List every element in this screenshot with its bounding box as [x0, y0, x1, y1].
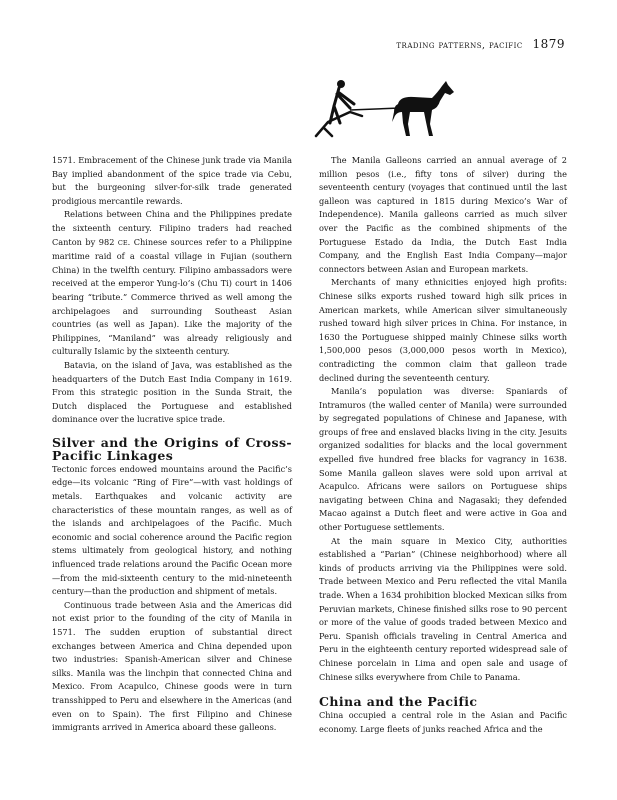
paragraph: 1571. Embracement of the Chinese junk trade via Manila Bay implied abandonment of the spice trade via Cebu, but the burgeoning silver-for-silk trade generated prodigious mercantile rewards. [52, 155, 292, 206]
left-column [52, 154, 292, 735]
running-header [396, 37, 565, 51]
text-run: . Chinese sources refer to a Philippine maritime raid of a coastal village in Fujian (southern China) in the twelfth century. Filipino ambassadors were received at the emperor Yung-lo’s (Chu Ti) court in 1406 bearing “tribute.” Commerce thrived as well among the archipelagoes and surrounding Southeast Asian countries (as well as Japan). Like the majority of the Philippines, “Maniland” was already religiously and culturally Islamic by the sixteenth century. [52, 236, 292, 357]
era-abbreviation: CE [117, 238, 128, 247]
paragraph: Merchants of many ethnicities enjoyed high profits: Chinese silks exports rushed toward high silk prices in American markets, while American silver simultaneously rushed toward high silver prices in China. For instance, in 1630 the Portuguese shipped mainly Chinese silks worth 1,500,000 pesos (3,000,000 pesos worth in Mexico), contradicting the common claim that galleon trade declined during the seventeenth century. [319, 277, 567, 383]
section-heading: Silver and the Origins of Cross-Pacific Linkages [52, 434, 292, 463]
paragraph: Batavia, on the island of Java, was established as the headquarters of the Dutch East India Company in 1619. From this strategic position in the Sunda Strait, the Dutch displaced the Portuguese and established dominance over the lucrative spice trade. [52, 359, 292, 425]
paragraph: Tectonic forces endowed mountains around the Pacific’s edge—its volcanic “Ring of Fire”—with vast holdings of metals. Earthquakes and volcanic activity are characteristics of these mountain ranges, as well as of the islands and archipelagoes of the Pacific. Much economic and social coherence around the Pacific region stems ultimately from geological history, and nothing influenced trade relations around the Pacific Ocean more—from the mid-sixteenth century to the mid-nineteenth century—than the production and shipment of metals. [52, 463, 292, 597]
paragraph [52, 208, 292, 359]
paragraph: China occupied a central role in the Asian and Pacific economy. Large fleets of junks reached Africa and the [319, 710, 567, 734]
text-run: Relations between China and the Philippines predate the sixteenth century. Filipino traders had reached Canton by 982 [52, 209, 292, 247]
harness-line [350, 108, 400, 110]
horse [392, 81, 454, 136]
right-column [319, 154, 567, 736]
paragraph: Manila’s population was diverse: Spaniards of Intramuros (the walled center of Manila) were surrounded by segregated populations of Chinese and Japanese, with groups of free and enslaved blacks living in the city. Jesuits organized sodalities for blacks and the local government expelled five hundred free blacks for vagrancy in 1638. Some Manila galleon slaves were sold upon arrival at Acapulco. Africans were sailors on Portuguese ships navigating between China and Nagasaki; they defended Macao against a Dutch fleet and were active in Goa and other Portuguese settlements. [319, 386, 567, 533]
paragraph: The Manila Galleons carried an annual average of 2 million pesos (i.e., fifty tons of silver) during the seventeenth century (voyages that continued until the last galleon was captured in 1815 during Mexico’s War of Independence). Manila galleons carried as much silver over the Pacific as the combined shipments of the Portuguese Estado da India, the Dutch East India Company, and the English East India Company—major connectors between Asian and European markets. [319, 155, 567, 274]
section-heading: China and the Pacific [319, 694, 478, 710]
page-number: 1879 [532, 37, 565, 51]
running-title: trading patterns, pacific [396, 40, 523, 51]
figure-body [330, 88, 354, 123]
plowing-figure-illustration [314, 78, 462, 140]
paragraph: Continuous trade between Asia and the Americas did not exist prior to the founding of the city of Manila in 1571. The sudden eruption of substantial direct exchanges between America and China depended upon two industries: Spanish-American silver and Chinese silks. Manila was the linchpin that connected China and Mexico. From Acapulco, Chinese goods were in turn transshipped to Peru and elsewhere in the Americas (and even on to Spain). The first Filipino and Chinese immigrants arrived in America aboard these galleons. [52, 599, 292, 733]
paragraph: At the main square in Mexico City, authorities established a “Parian” (Chinese neighborhood) where all kinds of products arriving via the Philippines were sold. Trade between Mexico and Peru reflected the vital Manila trade. When a 1634 prohibition blocked Mexican silks from Peruvian markets, Chinese finished silks rose to 90 percent or more of the value of goods traded between Mexico and Peru. Spanish officials traveling in Central America and Peru in the eighteenth century reported widespread sale of Chinese porcelain in Lima and open sale and usage of Chinese silks everywhere from Chile to Panama. [319, 535, 567, 682]
